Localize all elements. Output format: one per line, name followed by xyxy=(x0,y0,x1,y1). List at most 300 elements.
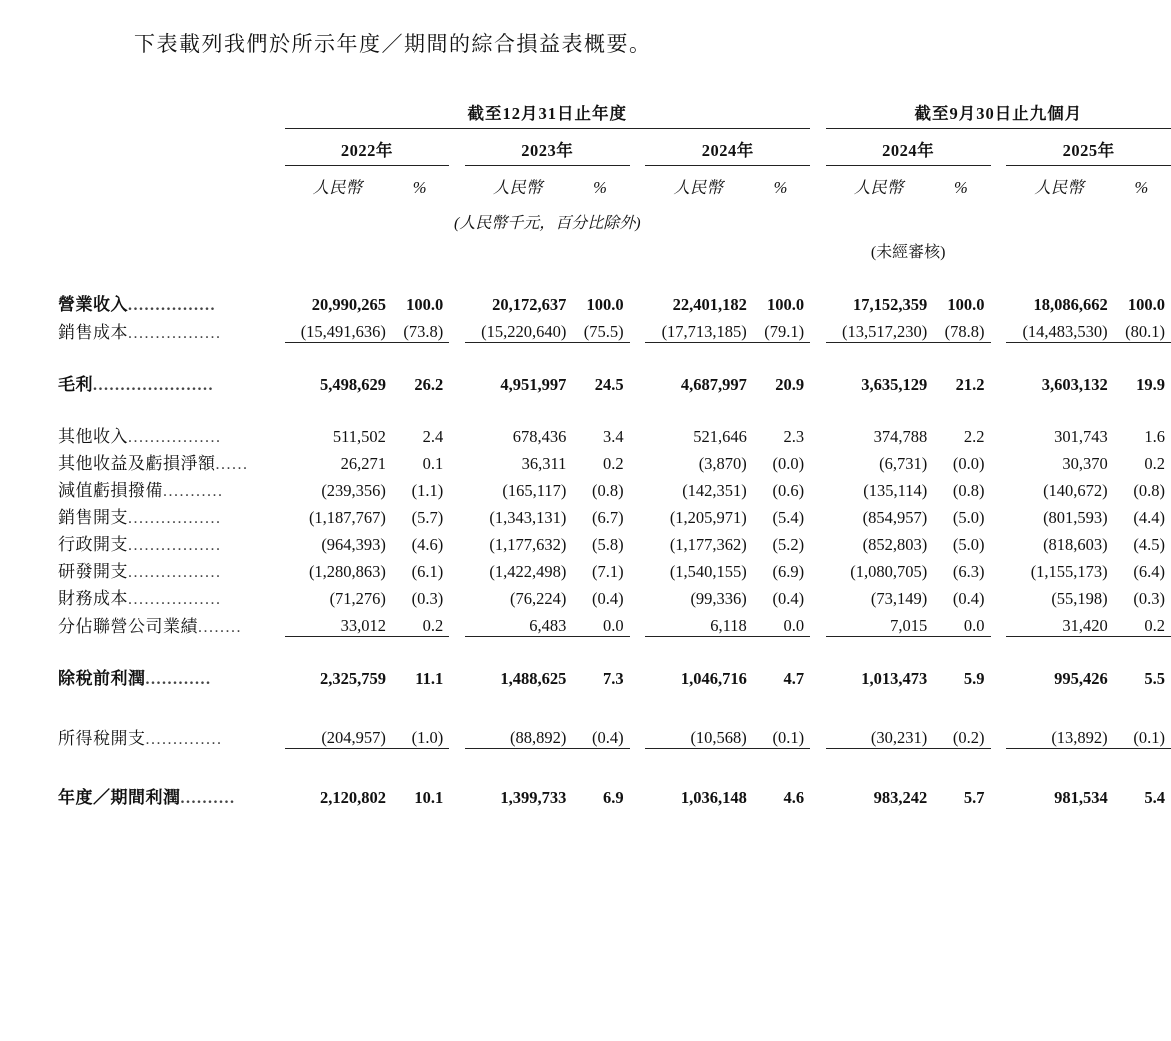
cell-value: (140,672) xyxy=(1043,481,1108,500)
header-year-2024-nine: 2024年 xyxy=(826,129,991,166)
label-text: 營業收入 xyxy=(58,295,128,314)
cell-value: (99,336) xyxy=(690,589,747,608)
double-rule xyxy=(570,808,629,814)
gap xyxy=(991,555,1007,582)
cell-pct: (1.1) xyxy=(411,481,444,500)
cell-value: (30,231) xyxy=(826,721,931,749)
header-year-2024: 2024年 xyxy=(645,129,810,166)
cell-pct: (0.4) xyxy=(570,721,629,749)
gap xyxy=(449,288,465,315)
cell-pct: (0.6) xyxy=(772,481,805,500)
gap xyxy=(630,721,646,749)
row-label-selling-expenses xyxy=(52,501,285,528)
cell-value: (1,343,131) xyxy=(489,508,567,527)
cell-pct: 7.3 xyxy=(603,669,624,688)
gap xyxy=(630,582,646,609)
cell-pct: 4.7 xyxy=(783,669,805,688)
cell-value: 20,990,265 xyxy=(311,295,386,314)
gap xyxy=(630,315,646,343)
spacer xyxy=(52,705,1171,721)
cell-pct: (79.1) xyxy=(751,315,810,343)
gap xyxy=(449,368,465,395)
cell-pct: (73.8) xyxy=(390,315,449,343)
label-dots: ................. xyxy=(128,537,222,554)
cell-pct: (6.9) xyxy=(772,562,805,581)
cell-value: (15,491,636) xyxy=(285,315,390,343)
gap xyxy=(991,662,1007,689)
header-spacer-3 xyxy=(52,166,285,205)
cell-pct: (4.6) xyxy=(411,535,444,554)
header-year-2023: 2023年 xyxy=(465,129,630,166)
cell-pct: (7.1) xyxy=(592,562,624,581)
header-currency-2025-nine: 人民幣 xyxy=(1034,178,1084,197)
cell-pct: 5.4 xyxy=(1144,788,1165,807)
row-label-admin-expenses xyxy=(52,528,285,555)
cell-pct: (0.8) xyxy=(1133,481,1165,500)
cell-value: 511,502 xyxy=(332,427,386,446)
gap xyxy=(449,582,465,609)
gap xyxy=(630,609,646,637)
row-label-gross-profit xyxy=(52,368,285,395)
gap xyxy=(810,288,826,315)
cell-pct: 0.0 xyxy=(931,609,990,637)
header-pct-2025-nine: % xyxy=(1134,178,1149,197)
cell-value: 521,646 xyxy=(693,427,747,446)
header-unitnote-row xyxy=(52,204,1171,235)
double-rule xyxy=(285,808,390,814)
gap xyxy=(449,555,465,582)
label-dots: ................ xyxy=(128,297,216,314)
row-label-profit-for-period xyxy=(52,781,285,808)
gap xyxy=(449,808,465,814)
label-dots: .......... xyxy=(180,790,236,807)
gap xyxy=(810,662,826,689)
spacer-row xyxy=(52,359,1171,368)
cell-value: 983,242 xyxy=(873,788,928,807)
header-gap-5 xyxy=(449,166,465,205)
gap xyxy=(810,501,826,528)
gap xyxy=(630,555,646,582)
cell-pct: (0.8) xyxy=(592,481,624,500)
double-rule xyxy=(1112,808,1171,814)
cell-value: 6,483 xyxy=(465,609,570,637)
cell-pct: 11.1 xyxy=(415,669,444,688)
label-text: 除稅前利潤 xyxy=(58,669,146,688)
spacer xyxy=(52,411,1171,420)
header-currency-2024-nine: 人民幣 xyxy=(853,178,904,197)
cell-pct: (0.0) xyxy=(952,454,985,473)
cell-value: 31,420 xyxy=(1006,609,1111,637)
spacer xyxy=(52,343,1171,360)
gap xyxy=(810,528,826,555)
cell-pct: (0.0) xyxy=(772,454,805,473)
header-year-2022: 2022年 xyxy=(285,129,450,166)
double-rule xyxy=(826,808,931,814)
cell-pct: (0.8) xyxy=(952,481,985,500)
cell-value: 374,788 xyxy=(873,427,928,446)
cell-value: 981,534 xyxy=(1054,788,1108,807)
row-label-other-gains-losses xyxy=(52,447,285,474)
label-dots: ...... xyxy=(215,456,249,473)
gap xyxy=(630,420,646,447)
gap xyxy=(810,781,826,808)
cell-pct: (0.3) xyxy=(1133,589,1165,608)
gap xyxy=(630,447,646,474)
cell-value: (964,393) xyxy=(321,535,386,554)
header-currency-2023: 人民幣 xyxy=(492,178,543,197)
cell-value: (13,892) xyxy=(1006,721,1111,749)
cell-value: 30,370 xyxy=(1062,454,1108,473)
spacer xyxy=(52,765,1171,781)
cell-value: (818,603) xyxy=(1043,535,1108,554)
label-text: 其他收入 xyxy=(58,427,128,446)
cell-value: (13,517,230) xyxy=(826,315,931,343)
gap xyxy=(449,447,465,474)
header-gap-1 xyxy=(449,129,465,166)
spacer-row-top xyxy=(52,272,1171,288)
table-row xyxy=(52,721,1171,749)
cell-value: 17,152,359 xyxy=(853,295,928,314)
unit-note: (人民幣千元，百分比除外) xyxy=(453,215,641,232)
cell-value: (1,205,971) xyxy=(669,508,747,527)
cell-value: 1,046,716 xyxy=(680,669,747,688)
header-gap-8 xyxy=(991,166,1007,205)
table-row xyxy=(52,582,1171,609)
cell-value: (854,957) xyxy=(862,508,928,527)
table-row xyxy=(52,501,1171,528)
gap xyxy=(630,288,646,315)
header-gap-7 xyxy=(810,166,826,205)
spacer xyxy=(52,395,1171,411)
cell-pct: 5.5 xyxy=(1144,669,1165,688)
header-unit-row xyxy=(52,166,1171,205)
cell-pct: 100.0 xyxy=(406,295,444,314)
cell-value: 1,488,625 xyxy=(500,669,567,688)
gap xyxy=(449,721,465,749)
cell-pct: (0.2) xyxy=(931,721,990,749)
label-text: 其他收益及虧損淨額 xyxy=(58,454,216,473)
spacer xyxy=(52,749,1171,766)
cell-value: 18,086,662 xyxy=(1033,295,1108,314)
cell-pct: (0.4) xyxy=(592,589,624,608)
cell-value: 3,603,132 xyxy=(1041,375,1108,394)
cell-value: (1,177,362) xyxy=(669,535,747,554)
gap xyxy=(991,808,1007,814)
gap xyxy=(991,501,1007,528)
header-year-2025-nine: 2025年 xyxy=(1006,129,1171,166)
double-rule xyxy=(1006,808,1111,814)
gap xyxy=(449,609,465,637)
cell-pct: (0.1) xyxy=(1112,721,1171,749)
table-row xyxy=(52,555,1171,582)
header-gap xyxy=(810,100,826,129)
header-gap-4 xyxy=(991,129,1007,166)
row-label-profit-before-tax xyxy=(52,662,285,689)
cell-value: (1,280,863) xyxy=(308,562,386,581)
cell-pct: 4.6 xyxy=(783,788,805,807)
cell-value: 33,012 xyxy=(285,609,390,637)
spacer-row xyxy=(52,689,1171,705)
gap xyxy=(810,721,826,749)
label-dots: ........... xyxy=(163,483,224,500)
spacer-row xyxy=(52,395,1171,411)
cell-value: 36,311 xyxy=(521,454,567,473)
cell-value: (10,568) xyxy=(645,721,750,749)
cell-pct: (80.1) xyxy=(1112,315,1171,343)
cell-value: (239,356) xyxy=(321,481,386,500)
label-text: 毛利 xyxy=(58,375,93,394)
cell-value: 3,635,129 xyxy=(861,375,928,394)
cell-value: 2,325,759 xyxy=(319,669,386,688)
cell-value: (1,540,155) xyxy=(669,562,747,581)
label-dots: ................. xyxy=(128,564,222,581)
cell-pct: (5.0) xyxy=(952,535,985,554)
cell-value: (15,220,640) xyxy=(465,315,570,343)
spacer xyxy=(52,272,1171,288)
cell-value: 4,951,997 xyxy=(500,375,567,394)
cell-pct: 0.0 xyxy=(570,609,629,637)
header-pct-2024-nine: % xyxy=(954,178,968,197)
gap xyxy=(449,781,465,808)
cell-value: 1,013,473 xyxy=(861,669,928,688)
header-gap-6 xyxy=(630,166,646,205)
header-pct-2024: % xyxy=(773,178,788,197)
cell-pct: (6.7) xyxy=(592,508,624,527)
gap xyxy=(449,662,465,689)
row-label-rd-expenses xyxy=(52,555,285,582)
header-pct-2023: % xyxy=(593,178,607,197)
label-text: 所得稅開支 xyxy=(58,728,146,748)
label-text: 銷售成本 xyxy=(58,322,128,342)
cell-value: (165,117) xyxy=(502,481,567,500)
cell-pct: (1.0) xyxy=(390,721,449,749)
gap xyxy=(810,315,826,343)
cell-value: (801,593) xyxy=(1043,508,1108,527)
unaudited-note: (未經審核) xyxy=(870,244,946,261)
spacer-row xyxy=(52,705,1171,721)
spacer-row xyxy=(52,765,1171,781)
cell-value: 22,401,182 xyxy=(672,295,747,314)
cell-value: (76,224) xyxy=(510,589,567,608)
cell-pct: (0.3) xyxy=(411,589,444,608)
label-text: 研發開支 xyxy=(58,562,128,581)
cell-pct: 100.0 xyxy=(586,295,624,314)
header-group-nine-months: 截至9月30日止九個月 xyxy=(826,100,1171,129)
cell-pct: (5.2) xyxy=(772,535,805,554)
cell-value: (6,731) xyxy=(879,454,928,473)
table-row xyxy=(52,288,1171,315)
cell-pct: 2.2 xyxy=(963,427,985,446)
cell-value: 5,498,629 xyxy=(319,375,386,394)
label-dots: ............ xyxy=(145,671,212,688)
cell-pct: 3.4 xyxy=(603,427,624,446)
row-label-revenue xyxy=(52,288,285,315)
header-currency-2022: 人民幣 xyxy=(312,178,362,197)
cell-value: (1,155,173) xyxy=(1030,562,1108,581)
cell-pct: 0.2 xyxy=(390,609,449,637)
gap xyxy=(630,808,646,814)
cell-pct: (6.1) xyxy=(411,562,444,581)
cell-value: (1,080,705) xyxy=(850,562,928,581)
header-currency-2024: 人民幣 xyxy=(673,178,723,197)
header-year-row xyxy=(52,129,1171,166)
cell-pct: 100.0 xyxy=(947,295,985,314)
spacer xyxy=(52,637,1171,654)
gap xyxy=(991,474,1007,501)
cell-pct: 0.2 xyxy=(603,454,624,473)
cell-pct: (6.4) xyxy=(1133,562,1165,581)
gap xyxy=(810,609,826,637)
cell-value: (1,187,767) xyxy=(308,508,386,527)
spacer xyxy=(52,653,1171,662)
gap xyxy=(630,368,646,395)
table-row xyxy=(52,781,1171,808)
row-label-cost-of-sales xyxy=(52,315,285,343)
gap xyxy=(630,662,646,689)
gap xyxy=(630,501,646,528)
cell-value: (14,483,530) xyxy=(1006,315,1111,343)
cell-pct: 100.0 xyxy=(766,295,805,314)
spacer-row xyxy=(52,343,1171,360)
cell-pct: 6.9 xyxy=(603,788,624,807)
cell-value: (17,713,185) xyxy=(645,315,750,343)
gap xyxy=(449,501,465,528)
label-dots: ................. xyxy=(128,591,222,608)
cell-value: 7,015 xyxy=(826,609,931,637)
cell-value: 1,399,733 xyxy=(500,788,567,807)
spacer-row xyxy=(52,411,1171,420)
gap xyxy=(810,808,826,814)
cell-pct: 0.2 xyxy=(1144,454,1165,473)
table-row xyxy=(52,420,1171,447)
header-spacer xyxy=(52,100,285,129)
gap xyxy=(991,781,1007,808)
cell-value: (88,892) xyxy=(465,721,570,749)
gap xyxy=(991,315,1007,343)
cell-pct: (5.8) xyxy=(592,535,624,554)
total-double-rule-row xyxy=(52,808,1171,814)
cell-value: 2,120,802 xyxy=(319,788,386,807)
gap xyxy=(991,447,1007,474)
gap xyxy=(810,420,826,447)
cell-value: 678,436 xyxy=(512,427,567,446)
double-rule xyxy=(931,808,990,814)
table-row xyxy=(52,447,1171,474)
cell-value: (3,870) xyxy=(698,454,747,473)
label-text: 年度／期間利潤 xyxy=(58,788,181,807)
gap xyxy=(449,420,465,447)
cell-pct: (4.4) xyxy=(1133,508,1165,527)
row-label-impairment xyxy=(52,474,285,501)
cell-value: (852,803) xyxy=(862,535,928,554)
cell-pct: 0.2 xyxy=(1112,609,1171,637)
row-label-income-tax xyxy=(52,721,285,749)
cell-value: 20,172,637 xyxy=(492,295,567,314)
label-dots: ........ xyxy=(198,618,242,636)
row-label-other-income xyxy=(52,420,285,447)
label-dots: .............. xyxy=(145,730,223,748)
gap xyxy=(449,528,465,555)
spacer-row xyxy=(52,653,1171,662)
label-text: 財務成本 xyxy=(58,589,128,608)
header-spacer-4 xyxy=(52,204,285,235)
cell-value: (204,957) xyxy=(285,721,390,749)
cell-value: 1,036,148 xyxy=(680,788,747,807)
cell-pct: (5.0) xyxy=(952,508,985,527)
cell-pct: (0.4) xyxy=(772,589,805,608)
cell-pct: (75.5) xyxy=(570,315,629,343)
double-rule xyxy=(751,808,810,814)
gap xyxy=(991,288,1007,315)
spacer xyxy=(52,359,1171,368)
cell-value: (1,177,632) xyxy=(489,535,567,554)
header-spacer-2 xyxy=(52,129,285,166)
cell-value: 995,426 xyxy=(1054,669,1108,688)
cell-value: 301,743 xyxy=(1054,427,1108,446)
table-row xyxy=(52,474,1171,501)
table-row xyxy=(52,368,1171,395)
gap xyxy=(630,474,646,501)
financial-summary-table xyxy=(52,100,1171,814)
gap xyxy=(810,368,826,395)
cell-value: 26,271 xyxy=(340,454,386,473)
gap xyxy=(449,315,465,343)
gap xyxy=(630,781,646,808)
cell-value: (55,198) xyxy=(1051,589,1108,608)
label-dots: ................. xyxy=(128,324,222,342)
cell-value: 4,687,997 xyxy=(680,375,747,394)
cell-value: (135,114) xyxy=(863,481,928,500)
header-group-annual: 截至12月31日止年度 xyxy=(285,100,811,129)
cell-pct: (5.4) xyxy=(772,508,805,527)
cell-pct: (78.8) xyxy=(931,315,990,343)
cell-pct: 2.4 xyxy=(422,427,444,446)
header-pct-2022: % xyxy=(412,178,427,197)
cell-pct: 1.6 xyxy=(1144,427,1165,446)
cell-pct: 0.1 xyxy=(422,454,444,473)
gap xyxy=(991,420,1007,447)
row-label-finance-costs xyxy=(52,582,285,609)
gap xyxy=(810,555,826,582)
cell-pct: 100.0 xyxy=(1127,295,1165,314)
cell-value: (71,276) xyxy=(329,589,386,608)
header-group-row xyxy=(52,100,1171,129)
label-text: 行政開支 xyxy=(58,535,128,554)
spacer-row xyxy=(52,637,1171,654)
cell-pct: 21.2 xyxy=(955,375,985,394)
gap xyxy=(810,447,826,474)
cell-pct: 19.9 xyxy=(1136,375,1165,394)
double-rule xyxy=(465,808,570,814)
cell-value: (73,149) xyxy=(870,589,928,608)
cell-pct: 20.9 xyxy=(775,375,805,394)
cell-value: (1,422,498) xyxy=(489,562,567,581)
cell-value: (142,351) xyxy=(682,481,747,500)
row-label-share-of-associates xyxy=(52,609,285,637)
header-blank-1 xyxy=(810,204,1171,235)
gap xyxy=(630,528,646,555)
cell-pct: (0.1) xyxy=(751,721,810,749)
table-row xyxy=(52,315,1171,343)
label-text: 減值虧損撥備 xyxy=(58,481,163,500)
gap xyxy=(810,474,826,501)
cell-pct: (6.3) xyxy=(952,562,985,581)
cell-pct: 24.5 xyxy=(594,375,624,394)
cell-value: 6,118 xyxy=(645,609,750,637)
cell-pct: 5.7 xyxy=(963,788,985,807)
gap xyxy=(991,582,1007,609)
label-text: 分佔聯營公司業績 xyxy=(58,616,198,636)
